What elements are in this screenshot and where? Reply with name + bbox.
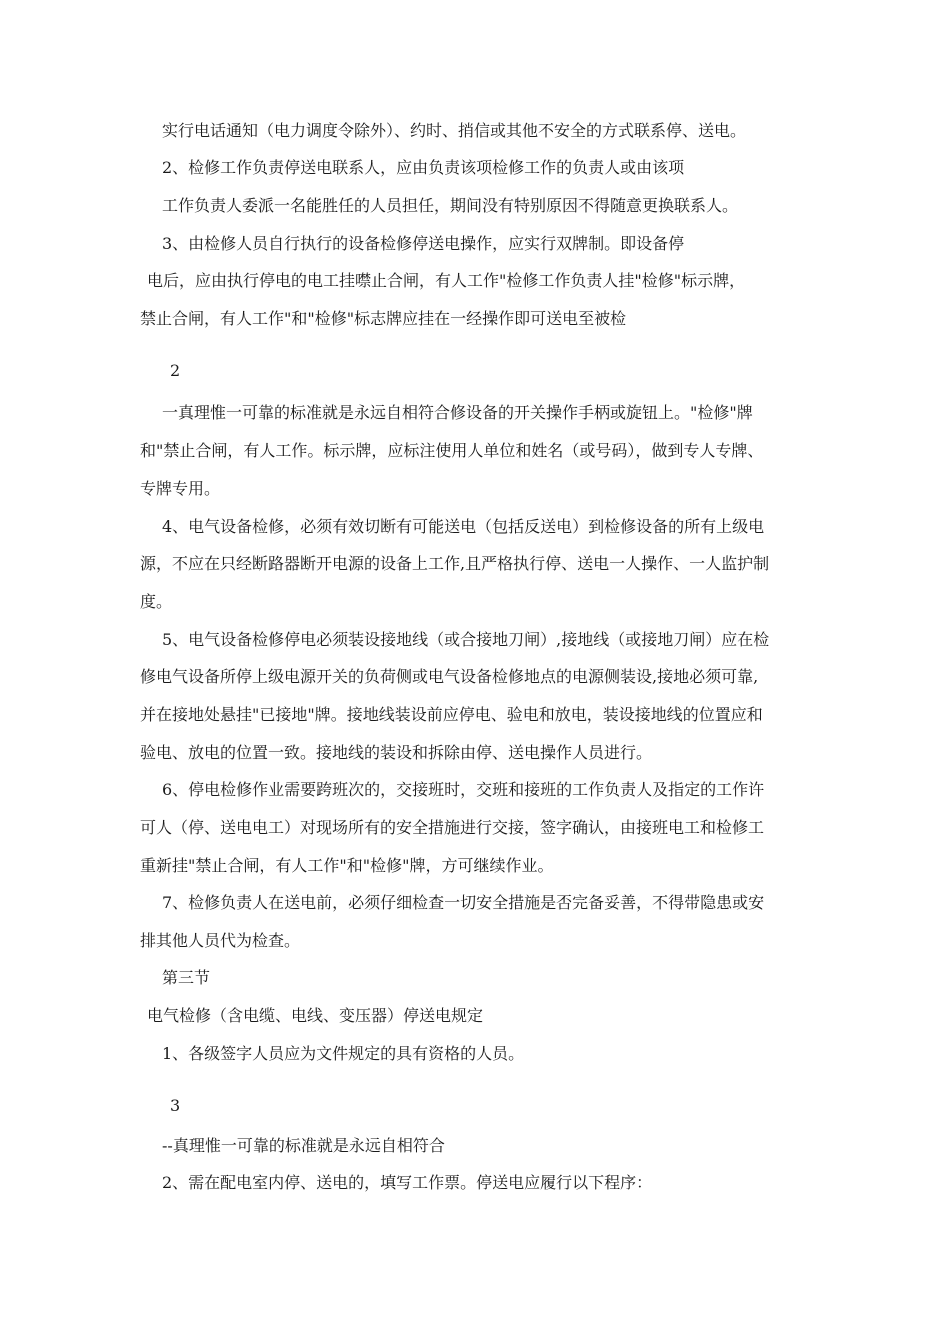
- page-number: 3: [170, 1096, 181, 1115]
- text-line: 源，不应在只经断路器断开电源的设备上工作,且严格执行停、送电一人操作、一人监护制: [140, 554, 770, 573]
- text-line: 度。: [140, 592, 173, 611]
- text-line: 专牌专用。: [140, 479, 221, 498]
- text-line: 工作负责人委派一名能胜任的人员担任，期间没有特别原因不得随意更换联系人。: [162, 196, 739, 215]
- text-line: 6、停电检修作业需要跨班次的，交接班时，交班和接班的工作负责人及指定的工作许: [162, 780, 765, 799]
- text-line: 重新挂"禁止合闸，有人工作"和"检修"牌，方可继续作业。: [140, 856, 554, 875]
- text-line: 一真理惟一可靠的标准就是永远自相符合修设备的开关操作手柄或旋钮上。"检修"牌: [162, 403, 753, 422]
- text-line: 2、检修工作负责停送电联系人，应由负责该项检修工作的负责人或由该项: [162, 158, 685, 177]
- page-number: 2: [170, 361, 181, 380]
- text-line: 排其他人员代为检查。: [140, 931, 301, 950]
- text-line: 3、由检修人员自行执行的设备检修停送电操作，应实行双牌制。即设备停: [162, 234, 685, 253]
- text-line: 实行电话通知（电力调度令除外）、约时、捎信或其他不安全的方式联系停、送电。: [162, 121, 747, 140]
- text-line: 1、各级签字人员应为文件规定的具有资格的人员。: [162, 1044, 525, 1063]
- text-line: 5、电气设备检修停电必须装设接地线（或合接地刀闸）,接地线（或接地刀闸）应在检: [162, 630, 770, 649]
- text-line: 和"禁止合闸，有人工作。标示牌，应标注使用人单位和姓名（或号码），做到专人专牌、: [140, 441, 764, 460]
- text-line: 7、检修负责人在送电前，必须仔细检查一切安全措施是否完备妥善，不得带隐患或安: [162, 893, 765, 912]
- text-line: 修电气设备所停上级电源开关的负荷侧或电气设备检修地点的电源侧装设,接地必须可靠,: [140, 667, 759, 686]
- section-heading: 第三节: [162, 968, 211, 987]
- text-line: 验电、放电的位置一致。接地线的装设和拆除由停、送电操作人员进行。: [140, 743, 653, 762]
- text-line: --真理惟一可靠的标准就是永远自相符合: [162, 1136, 445, 1155]
- text-line: 可人（停、送电电工）对现场所有的安全措施进行交接，签字确认，由接班电工和检修工: [140, 818, 765, 837]
- text-line: 2、需在配电室内停、送电的，填写工作票。停送电应履行以下程序：: [162, 1173, 653, 1192]
- section-title: 电气检修（含电缆、电线、变压器）停送电规定: [147, 1006, 484, 1025]
- text-line: 电后，应由执行停电的电工挂噤止合闸，有人工作"检修工作负责人挂"检修"标示牌，: [147, 271, 746, 290]
- text-line: 并在接地处悬挂"已接地"牌。接地线装设前应停电、验电和放电，装设接地线的位置应和: [140, 705, 763, 724]
- text-line: 禁止合闸，有人工作"和"检修"标志牌应挂在一经操作即可送电至被检: [140, 309, 627, 328]
- text-line: 4、电气设备检修，必须有效切断有可能送电（包括反送电）到检修设备的所有上级电: [162, 517, 765, 536]
